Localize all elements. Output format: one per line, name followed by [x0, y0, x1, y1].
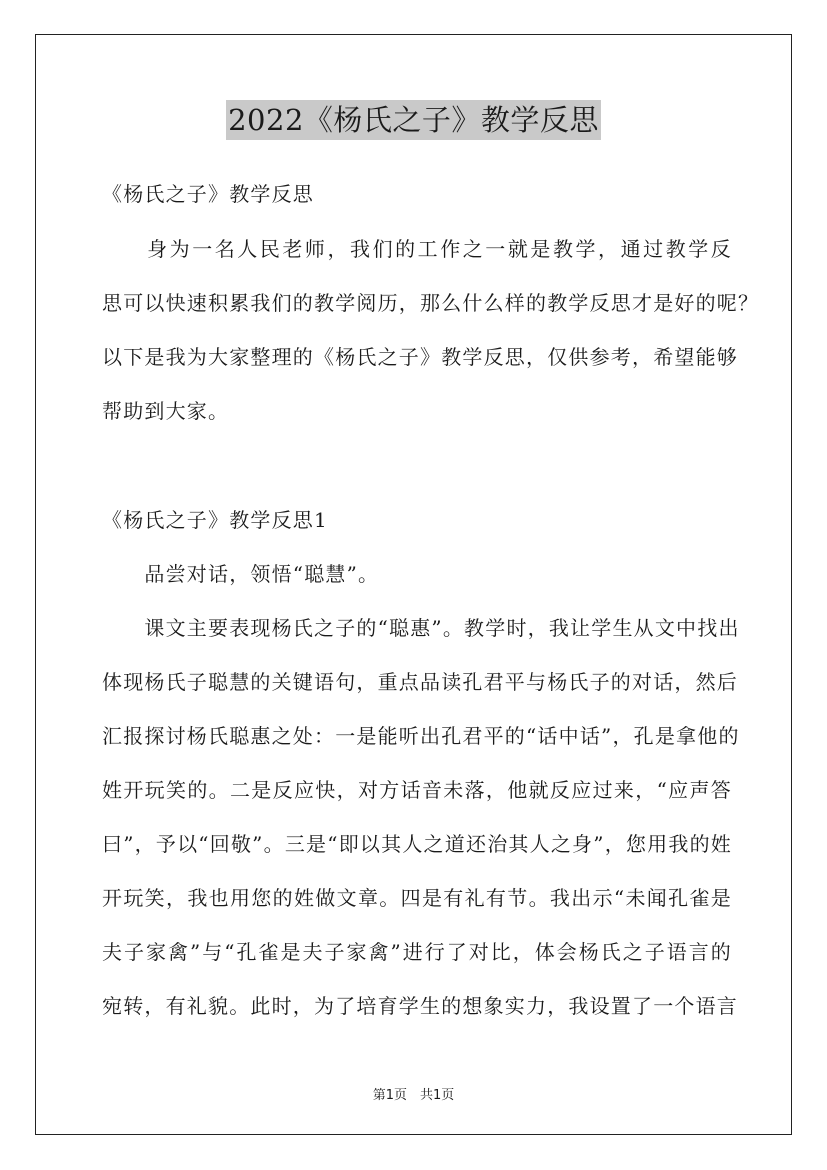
section-heading: 《杨氏之子》教学反思1 — [102, 508, 328, 532]
body-line-4: 姓开玩笑的。二是反应快，对方话音未落，他就反应过来，“应声答 — [102, 778, 732, 802]
intro-line-2: 思可以快速积累我们的教学阅历，那么什么样的教学反思才是好的呢？ — [102, 291, 760, 315]
body-line-5: 曰”，予以“回敬”。三是“即以其人之道还治其人之身”，您用我的姓 — [102, 832, 732, 856]
body-line-3: 汇报探讨杨氏聪惠之处：一是能听出孔君平的“话中话”，孔是拿他的 — [102, 724, 740, 748]
intro-line-1: 身为一名人民老师，我们的工作之一就是教学，通过教学反 — [102, 237, 732, 261]
document-title: 2022《杨氏之子》教学反思 — [226, 100, 601, 140]
section-subtitle: 品尝对话，领悟“聪慧”。 — [102, 562, 380, 586]
intro-line-3: 以下是我为大家整理的《杨氏之子》教学反思，仅供参考，希望能够 — [102, 345, 738, 369]
body-line-7: 夫子家禽”与“孔雀是夫子家禽”进行了对比，体会杨氏之子语言的 — [102, 940, 732, 964]
body-line-2: 体现杨氏子聪慧的关键语句，重点品读孔君平与杨氏子的对话，然后 — [102, 670, 738, 694]
intro-line-4: 帮助到大家。 — [102, 399, 230, 423]
body-line-1: 课文主要表现杨氏之子的“聪惠”。教学时，我让学生从文中找出 — [102, 616, 740, 640]
body-line-6: 开玩笑，我也用您的姓做文章。四是有礼有节。我出示“未闻孔雀是 — [102, 886, 732, 910]
body-line-8: 宛转，有礼貌。此时，为了培育学生的想象实力，我设置了一个语言 — [102, 994, 738, 1018]
title-wrap — [0, 100, 827, 140]
page-number-footer: 第1页 共1页 — [372, 1088, 455, 1103]
document-subtitle: 《杨氏之子》教学反思 — [102, 182, 314, 206]
